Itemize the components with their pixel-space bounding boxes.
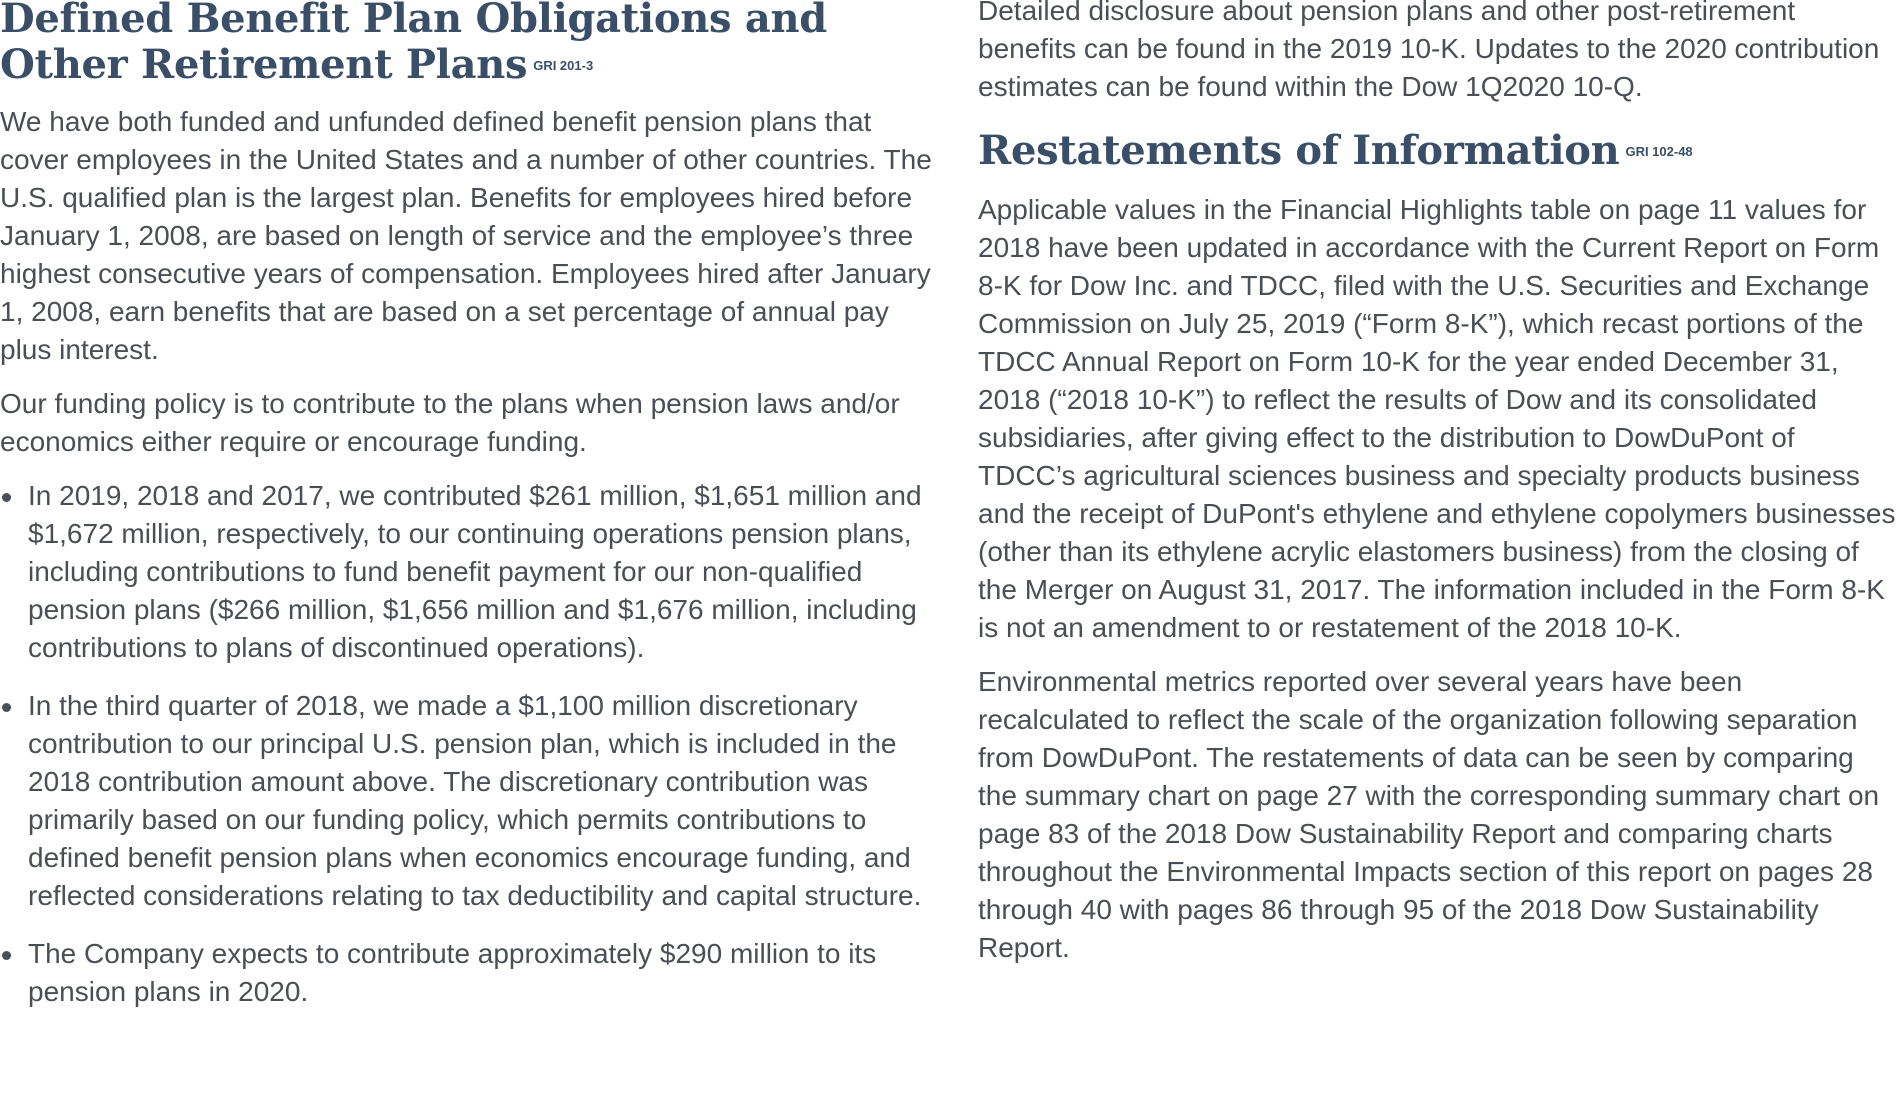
pension-paragraph-1: We have both funded and unfunded defined benefit pension plans that cover employees in the United States and a number of other countries. The U.S. qualified plan is the largest plan. Benefits for employees hired before January 1, 2008, are based on length of service and the employee’s three highest consecutive years of compensation. Employees hired after January 1, 2008, earn benefits that are based on a set percentage of annual pay plus interest. [0, 106, 932, 365]
pension-disclosure-paragraph: Detailed disclosure about pension plans and other post-retirement benefits can be found in the 2019 10-K. Updates to the 2020 contribution estimates can be found within the Dow 1Q2020 10-Q. [978, 0, 1880, 102]
pension-gri-tag: GRI 201-3 [533, 58, 594, 73]
bullet-text: In the third quarter of 2018, we made a $1,100 million discretionary contribution to our principal U.S. pension plan, which is included in the 2018 contribution amount above. The discretionary contribution was primarily based on our funding policy, which permits contributions to defined benefit pension plans when economics encourage funding, and reflected considerations relating to tax deductibility and capital structure. [28, 690, 922, 911]
bullet-item [0, 477, 940, 667]
pension-section-heading [0, 0, 940, 91]
pension-heading-title: Defined Benefit Plan Obligations and Other Retirement Plans [0, 0, 827, 88]
right-column [940, 0, 1904, 1108]
pension-bullet-list [0, 477, 940, 1011]
restatements-paragraph-2: Environmental metrics reported over several years have been recalculated to reflect the scale of the organization following separation from DowDuPont. The restatements of data can be seen by comparing the summary chart on page 27 with the corresponding summary chart on page 83 of the 2018 Dow Sustainability Report and comparing charts throughout the Environmental Impacts section of this report on pages 28 through 40 with pages 86 through 95 of the 2018 Dow Sustainability Report. [978, 666, 1880, 963]
bullet-icon [2, 703, 11, 712]
left-column [0, 0, 940, 1108]
restatements-paragraph-1: Applicable values in the Financial Highlights table on page 11 values for 2018 have been updated in accordance with the Current Report on Form 8-K for Dow Inc. and TDCC, filed with the U.S. Securities and Exchange Commission on July 25, 2019 (“Form 8-K”), which recast portions of the TDCC Annual Report on Form 10-K for the year ended December 31, 2018 (“2018 10-K”) to reflect the results of Dow and its consolidated subsidiaries, after giving effect to the distribution to DowDuPont of TDCC’s agricultural sciences business and specialty products business and the receipt of DuPont's ethylene and ethylene copolymers businesses (other than its ethylene acrylic elastomers business) from the closing of the Merger on August 31, 2017. The information included in the Form 8-K is not an amendment to or restatement of the 2018 10-K. [978, 194, 1896, 643]
restatements-section-heading [978, 128, 1896, 177]
restatements-gri-tag: GRI 102-48 [1625, 144, 1693, 159]
bullet-icon [2, 951, 11, 960]
restatements-heading-title: Restatements of Information [978, 127, 1620, 174]
pension-paragraph-2: Our funding policy is to contribute to the plans when pension laws and/or economics either require or encourage funding. [0, 388, 900, 457]
bullet-item [0, 935, 940, 1011]
bullet-text: The Company expects to contribute approximately $290 million to its pension plans in 2020. [28, 938, 877, 1007]
bullet-icon [2, 493, 11, 502]
bullet-item [0, 687, 940, 915]
bullet-text: In 2019, 2018 and 2017, we contributed $261 million, $1,651 million and $1,672 million, respectively, to our continuing operations pension plans, including contributions to fund benefit payment for our non-qualified pension plans ($266 million, $1,656 million and $1,676 million, including contributions to plans of discontinued operations). [28, 480, 922, 663]
